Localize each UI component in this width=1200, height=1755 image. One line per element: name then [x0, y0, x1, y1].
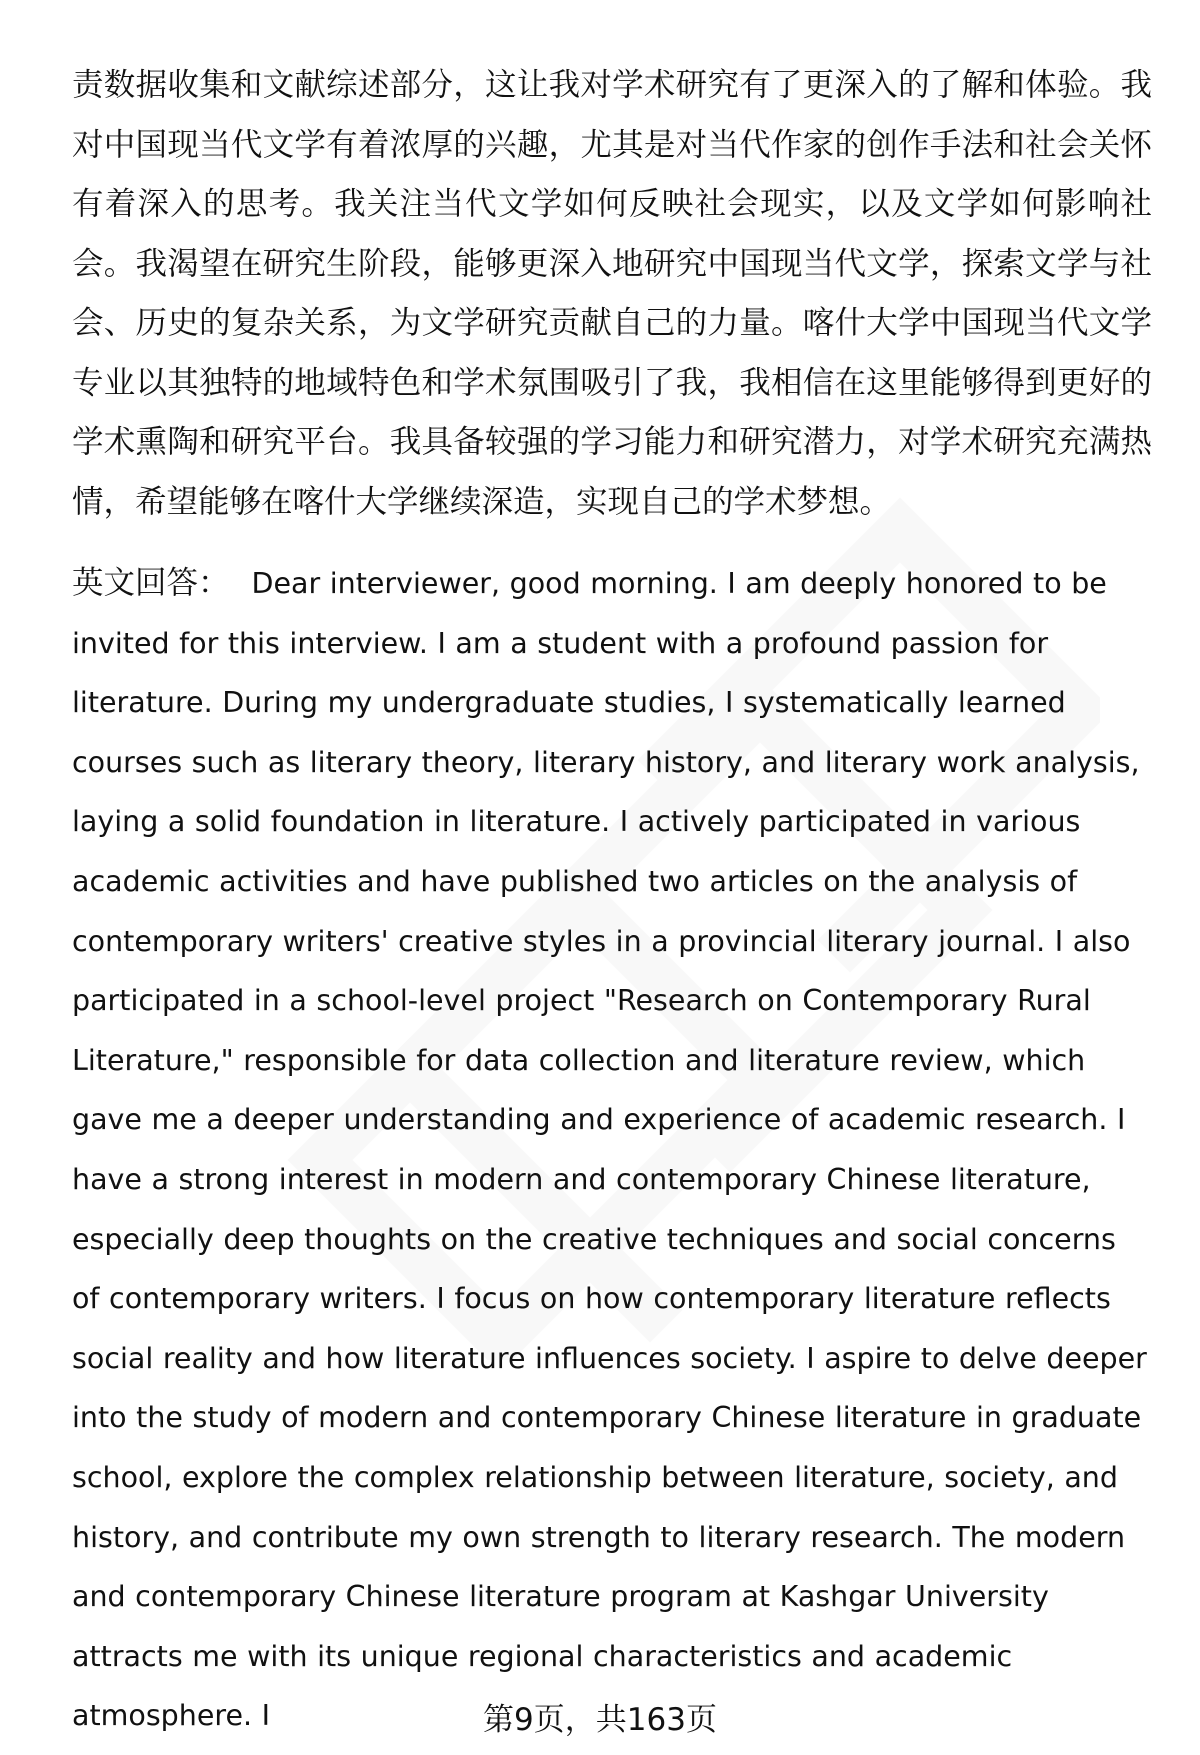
- page-number-footer: 第9页，共163页: [483, 1702, 717, 1738]
- page-body: [72, 56, 1152, 1746]
- english-answer-paragraph: [72, 554, 1152, 1746]
- english-answer-label: 英文回答：: [72, 565, 230, 601]
- chinese-answer-paragraph: 责数据收集和文献综述部分，这让我对学术研究有了更深入的了解和体验。我对中国现当代文学有着浓厚的兴趣，尤其是对当代作家的创作手法和社会关怀有着深入的思考。我关注当代文学如何反映社会现实，以及文学如何影响社会。我渴望在研究生阶段，能够更深入地研究中国现当代文学，探索文学与社会、历史的复杂关系，为文学研究贡献自己的力量。喀什大学中国现当代文学专业以其独特的地域特色和学术氛围吸引了我，我相信在这里能够得到更好的学术熏陶和研究平台。我具备较强的学习能力和研究潜力，对学术研究充满热情，希望能够在喀什大学继续深造，实现自己的学术梦想。: [72, 67, 1152, 520]
- english-answer-text: Dear interviewer, good morning. I am deeply honored to be invited for this interview. I am a student with a profound passion for literature. During my undergraduate studies, I systematically learned courses such as literary theory, literary history, and literary work analysis, laying a solid foundation in literature. I actively participated in various academic activities and have published two articles on the analysis of contemporary writers' creative styles in a provincial literary journal. I also participated in a school-level project "Research on Contemporary Rural Literature," responsible for data collection and literature review, which gave me a deeper understanding and experience of academic research. I have a strong interest in modern and contemporary Chinese literature, especially deep thoughts on the creative techniques and social concerns of contemporary writers. I focus on how contemporary literature reflects social reality and how literature influences society. I aspire to delve deeper into the study of modern and contemporary Chinese literature in graduate school, explore the complex relationship between literature, society, and history, and contribute my own strength to literary research. The modern and contemporary Chinese literature program at Kashgar University attracts me with its unique regional characteristics and academic atmosphere. I: [72, 567, 1147, 1733]
